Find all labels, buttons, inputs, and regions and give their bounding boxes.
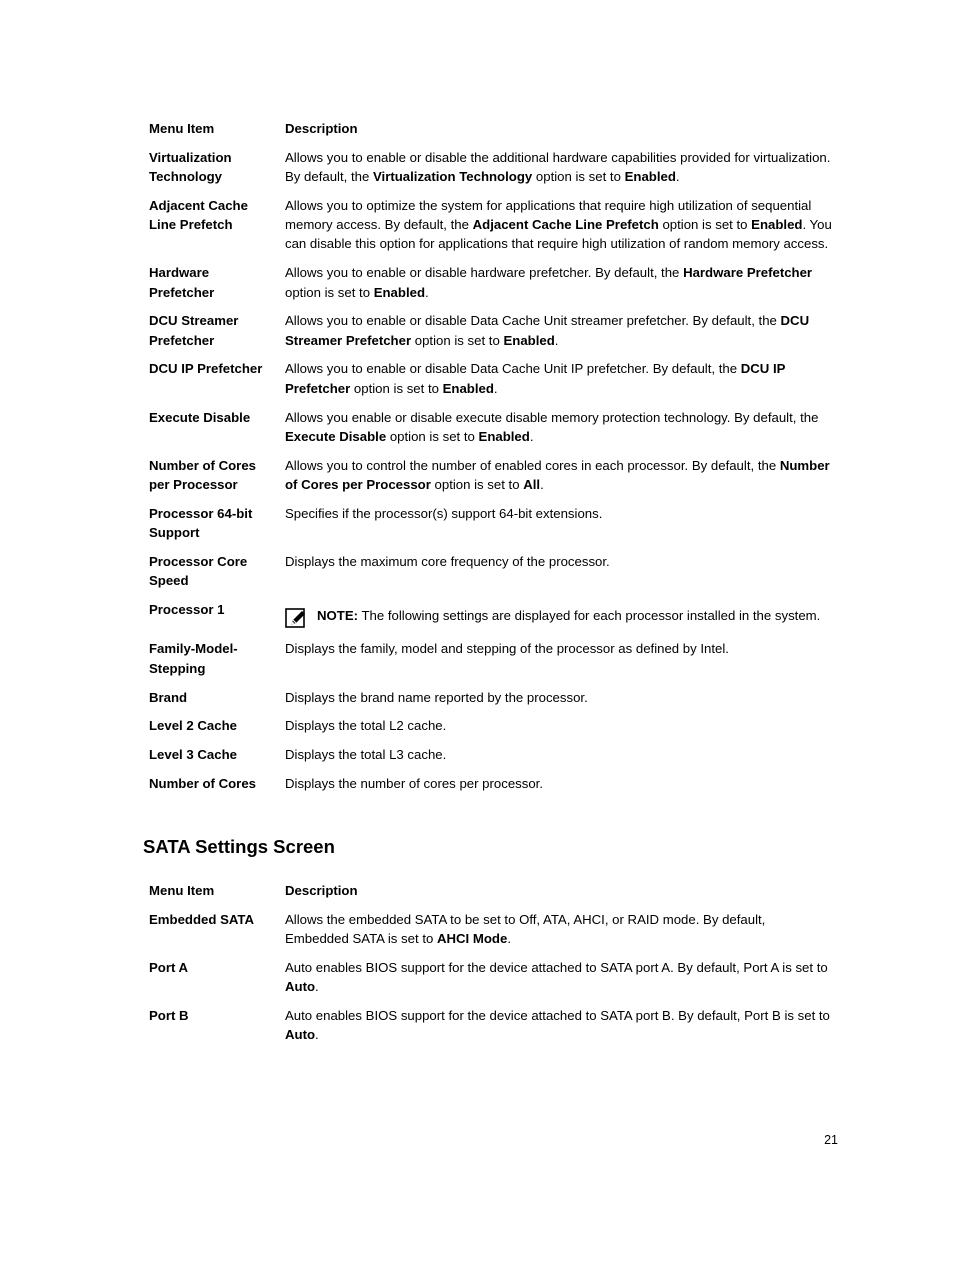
menu-item-label: Level 2 Cache xyxy=(149,718,237,734)
description-text: Allows you to control the number of enabled cores in each processor. By default, the xyxy=(285,457,780,473)
table-header-row xyxy=(143,881,838,910)
description-bold-text: Auto xyxy=(285,979,316,995)
description-text: Allows you to optimize the system for applications that require high utilization of sequential memory access. By default, the xyxy=(285,197,812,233)
description-text: Allows you to enable or disable hardware prefetcher. By default, the xyxy=(285,265,684,281)
table-header-row xyxy=(143,119,838,148)
description-text: Specifies if the processor(s) support 64-bit extensions. xyxy=(285,505,603,521)
description-header: Description xyxy=(285,121,358,136)
menu-item-label: Family-Model-Stepping xyxy=(149,641,238,676)
description-text: Displays the maximum core frequency of the processor. xyxy=(285,553,610,569)
table-row-number-of-cores xyxy=(143,774,838,803)
description-text: Displays the number of cores per processor. xyxy=(285,775,544,791)
sata-section-title: SATA Settings Screen xyxy=(143,836,335,857)
note-box xyxy=(285,606,832,630)
menu-item-label: Hardware Prefetcher xyxy=(149,265,215,300)
description-text: Allows the embedded SATA to be set to Off, ATA, AHCI, or RAID mode. By default, Embedded SATA is set to xyxy=(285,911,766,947)
description-header: Description xyxy=(285,883,358,898)
description-text: option is set to xyxy=(430,476,524,492)
table-row-port-b xyxy=(143,1006,838,1054)
menu-item-header: Menu Item xyxy=(149,883,215,898)
description-text: . You can disable this option for applications that require high utilization of random memory access. xyxy=(285,217,832,252)
table-row-level-2-cache xyxy=(143,716,838,745)
menu-item-description xyxy=(279,688,838,717)
description-text: option is set to xyxy=(658,217,752,233)
menu-item-label: Level 3 Cache xyxy=(149,747,237,763)
description-bold-text: Enabled xyxy=(624,169,676,185)
page-number: 21 xyxy=(824,1133,838,1147)
table-row-dcu-streamer-prefetcher xyxy=(143,311,838,359)
description-text: option is set to xyxy=(411,332,504,348)
description-text: Auto enables BIOS support for the device attached to SATA port B. By default, Port B is set to xyxy=(285,1007,830,1023)
menu-item-label: Processor 64-bit Support xyxy=(149,505,253,541)
description-text: option is set to xyxy=(350,380,443,396)
description-bold-text: Auto xyxy=(285,1027,316,1043)
menu-item-description xyxy=(279,311,838,359)
description-bold-text: Adjacent Cache Line Prefetch xyxy=(472,217,659,233)
menu-item-description xyxy=(279,359,838,407)
menu-item-label: Processor 1 xyxy=(149,601,225,617)
description-bold-text: DCU Streamer Prefetcher xyxy=(285,313,810,348)
description-bold-text: Enabled xyxy=(503,332,555,348)
menu-item-description xyxy=(279,910,838,958)
description-bold-text: Enabled xyxy=(442,380,494,396)
menu-item-description xyxy=(279,504,838,552)
menu-item-label: Number of Cores xyxy=(149,775,256,791)
description-text: . xyxy=(675,169,680,185)
menu-item-description xyxy=(279,1006,838,1054)
menu-item-label: Port B xyxy=(149,1007,189,1023)
menu-item-label: Adjacent Cache Line Prefetch xyxy=(149,197,248,233)
menu-item-description xyxy=(279,456,838,504)
description-bold-text: All xyxy=(523,476,541,492)
description-text: option is set to xyxy=(532,169,625,185)
description-text: . xyxy=(554,332,559,348)
description-text: Displays the family, model and stepping of the processor as defined by Intel. xyxy=(285,641,729,657)
menu-item-description xyxy=(279,552,838,600)
menu-item-description xyxy=(279,745,838,774)
description-text: Displays the brand name reported by the processor. xyxy=(285,689,588,705)
description-text: Allows you to enable or disable the additional hardware capabilities provided for virtualization. By default, the xyxy=(285,149,831,185)
description-bold-text: Enabled xyxy=(751,217,803,233)
description-text: . xyxy=(540,476,544,492)
table-row-port-a xyxy=(143,958,838,1006)
note-pencil-icon xyxy=(285,608,307,630)
table-row-level-3-cache xyxy=(143,745,838,774)
description-bold-text: DCU IP Prefetcher xyxy=(285,361,786,396)
description-text: option is set to xyxy=(386,428,479,444)
menu-item-label: Number of Cores per Processor xyxy=(149,457,256,492)
menu-item-description xyxy=(279,639,838,687)
table-row-number-of-cores-per-processor xyxy=(143,456,838,504)
menu-item-description xyxy=(279,263,838,311)
description-text: . xyxy=(507,931,511,947)
description-text: . xyxy=(315,979,319,995)
table-row-family-model-stepping xyxy=(143,639,838,687)
menu-item-header: Menu Item xyxy=(149,121,215,136)
menu-item-description xyxy=(279,196,838,263)
table-row-hardware-prefetcher xyxy=(143,263,838,311)
description-bold-text: Hardware Prefetcher xyxy=(683,265,813,281)
description-text: Displays the total L3 cache. xyxy=(285,747,447,763)
menu-item-label: Virtualization Technology xyxy=(149,149,232,185)
description-text: Allows you to enable or disable Data Cache Unit IP prefetcher. By default, the xyxy=(285,361,741,377)
description-text: option is set to xyxy=(285,284,374,300)
table-row-adjacent-cache-line-prefetch xyxy=(143,196,838,263)
description-bold-text: Enabled xyxy=(373,284,425,300)
note-label: NOTE: xyxy=(317,607,359,623)
table-row-dcu-ip-prefetcher xyxy=(143,359,838,407)
description-text: . xyxy=(493,380,498,396)
menu-item-description xyxy=(279,774,838,803)
description-bold-text: Enabled xyxy=(478,428,530,444)
menu-item-description xyxy=(279,958,838,1006)
description-text: Displays the total L2 cache. xyxy=(285,718,447,734)
description-bold-text: Number of Cores per Processor xyxy=(285,457,830,492)
table-row-processor-1 xyxy=(143,600,838,640)
menu-item-label: DCU Streamer Prefetcher xyxy=(149,313,239,348)
sata-settings-table xyxy=(143,881,838,1054)
description-text: . xyxy=(315,1027,319,1043)
description-bold-text: Execute Disable xyxy=(285,428,387,444)
menu-item-label: Execute Disable xyxy=(149,409,251,425)
table-row-brand xyxy=(143,688,838,717)
description-text: . xyxy=(425,284,429,300)
table-row-embedded-sata xyxy=(143,910,838,958)
menu-item-description xyxy=(279,408,838,456)
menu-item-label: Brand xyxy=(149,689,188,705)
table-row-execute-disable xyxy=(143,408,838,456)
menu-item-description xyxy=(279,716,838,745)
note-text: The following settings are displayed for each processor installed in the system. xyxy=(358,607,821,623)
description-text: Allows you enable or disable execute disable memory protection technology. By default, the xyxy=(285,409,819,425)
table-row-processor-64-bit-support xyxy=(143,504,838,552)
menu-item-description xyxy=(279,148,838,196)
menu-item-label: Embedded SATA xyxy=(149,911,255,927)
description-text: Auto enables BIOS support for the device attached to SATA port A. By default, Port A is set to xyxy=(285,959,828,975)
table-row-processor-core-speed xyxy=(143,552,838,600)
description-bold-text: Virtualization Technology xyxy=(372,169,533,185)
menu-item-description xyxy=(279,600,838,640)
menu-item-label: DCU IP Prefetcher xyxy=(149,361,263,377)
menu-item-label: Port A xyxy=(149,959,189,975)
description-bold-text: AHCI Mode xyxy=(436,931,508,947)
menu-item-label: Processor Core Speed xyxy=(149,553,248,589)
table-row-virtualization-technology xyxy=(143,148,838,196)
description-text: . xyxy=(529,428,534,444)
processor-settings-table xyxy=(143,119,838,803)
description-text: Allows you to enable or disable Data Cache Unit streamer prefetcher. By default, the xyxy=(285,313,781,329)
